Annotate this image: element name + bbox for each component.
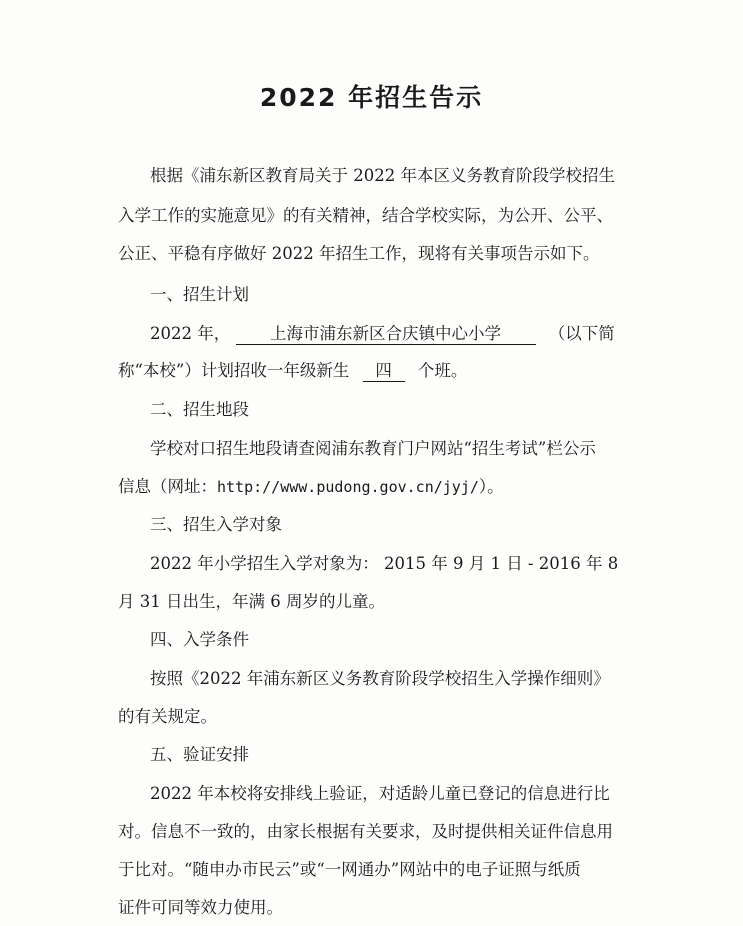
section-1-line-2-prefix: 称“本校”）计划招收一年级新生: [118, 361, 350, 380]
page-title: 2022 年招生告示: [259, 83, 484, 112]
section-1-line-2-suffix: 个班。: [417, 361, 468, 380]
section-2-line-2: [118, 475, 504, 499]
section-1-year: 2022 年，: [150, 324, 231, 343]
section-5-heading: 五、验证安排: [150, 745, 249, 764]
section-2-line-2-suffix: ）。: [478, 477, 504, 496]
section-5-line-1: 2022 年本校将安排线上验证，对适龄儿童已登记的信息进行比: [150, 784, 610, 803]
intro-line-2: 入学工作的实施意见》的有关精神，结合学校实际，为公开、公平、: [118, 206, 613, 225]
section-3-line-1: 2022 年小学招生入学对象为： 2015 年 9 月 1 日 - 2016 年 8: [150, 554, 619, 573]
section-2-heading: 二、招生地段: [150, 400, 249, 419]
section-3-heading: 三、招生入学对象: [150, 515, 282, 534]
section-3-line-2: 月 31 日出生，年满 6 周岁的儿童。: [118, 592, 385, 611]
school-name-field: 上海市浦东新区合庆镇中心小学: [236, 324, 536, 345]
section-5-line-4: 证件可同等效力使用。: [118, 898, 283, 917]
section-2-line-2-prefix: 信息（网址：: [118, 477, 217, 496]
section-1-line-2: [118, 359, 467, 383]
section-5-line-2: 对。信息不一致的，由家长根据有关要求，及时提供相关证件信息用: [118, 822, 613, 841]
class-count-field: 四: [363, 361, 405, 382]
section-1-heading: 一、招生计划: [150, 285, 249, 304]
intro-line-1: 根据《浦东新区教育局关于 2022 年本区义务教育阶段学校招生: [150, 166, 615, 185]
intro-line-3: 公正、平稳有序做好 2022 年招生工作，现将有关事项告示如下。: [118, 244, 600, 263]
website-url: http://www.pudong.gov.cn/jyj/: [217, 478, 479, 496]
section-1-line-1: [150, 322, 615, 346]
section-5-line-3: 于比对。“随申办市民云”或“一网通办”网站中的电子证照与纸质: [118, 860, 581, 879]
section-2-line-1: 学校对口招生地段请查阅浦东教育门户网站“招生考试”栏公示: [150, 439, 596, 458]
section-4-heading: 四、入学条件: [150, 630, 249, 649]
section-4-line-2: 的有关规定。: [118, 707, 217, 726]
section-1-after-school: （以下简: [548, 324, 615, 343]
section-4-line-1: 按照《2022 年浦东新区义务教育阶段学校招生入学操作细则》: [150, 669, 610, 688]
